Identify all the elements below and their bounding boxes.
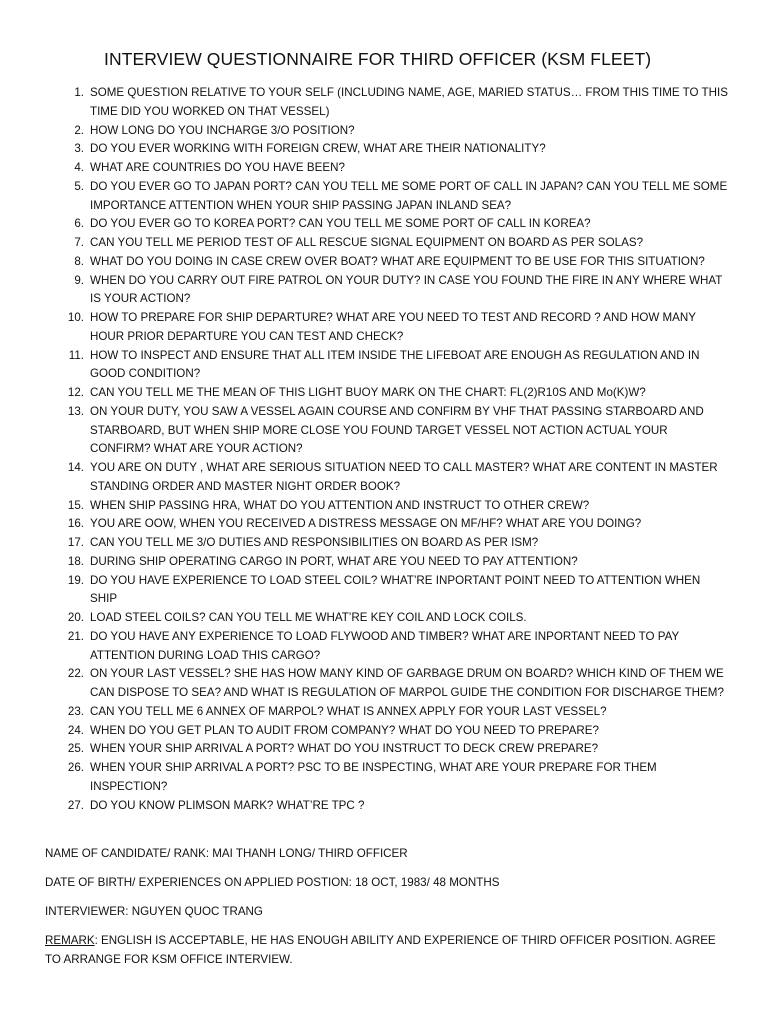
question-item bbox=[60, 515, 728, 534]
question-item bbox=[60, 628, 728, 666]
question-number: 23. bbox=[67, 704, 84, 718]
question-number: 1. bbox=[74, 86, 84, 99]
question-number: 14. bbox=[67, 461, 84, 474]
question-item bbox=[60, 665, 728, 703]
question-number: 15. bbox=[67, 498, 84, 512]
question-item bbox=[60, 253, 728, 272]
question-text: WHEN DO YOU GET PLAN TO AUDIT FROM COMPANY? WHAT DO YOU NEED TO PREPARE? bbox=[90, 723, 599, 737]
question-text: WHEN SHIP PASSING HRA, WHAT DO YOU ATTENTION AND INSTRUCT TO OTHER CREW? bbox=[90, 498, 590, 512]
question-text: WHEN YOUR SHIP ARRIVAL A PORT? PSC TO BE INSPECTING, WHAT ARE YOUR PREPARE FOR THEM INSPECTION? bbox=[90, 761, 657, 793]
question-number: 7. bbox=[74, 236, 84, 249]
question-number: 4. bbox=[74, 161, 84, 174]
question-number: 13. bbox=[67, 404, 84, 418]
question-number: 20. bbox=[67, 611, 84, 624]
question-number: 3. bbox=[74, 142, 84, 156]
question-item bbox=[60, 272, 728, 310]
question-text: DO YOU EVER GO TO JAPAN PORT? CAN YOU TELL ME SOME PORT OF CALL IN JAPAN? CAN YOU TELL ME SOME IMPORTANCE ATTENTION WHEN YOUR SHIP PASSING JAPAN INLAND SEA? bbox=[90, 179, 728, 212]
question-text: CAN YOU TELL ME PERIOD TEST OF ALL RESCUE SIGNAL EQUIPMENT ON BOARD AS PER SOLAS? bbox=[90, 236, 644, 249]
question-item bbox=[60, 797, 728, 816]
question-item bbox=[60, 159, 728, 178]
question-number: 27. bbox=[67, 798, 84, 812]
question-text: CAN YOU TELL ME THE MEAN OF THIS LIGHT BUOY MARK ON THE CHART: FL(2)R10S AND Mo(K)W? bbox=[90, 386, 646, 399]
question-number: 17. bbox=[67, 536, 84, 549]
dob-line: DATE OF BIRTH/ EXPERIENCES ON APPLIED POSTION: 18 OCT, 1983/ 48 MONTHS bbox=[45, 876, 500, 889]
question-number: 9. bbox=[74, 273, 84, 287]
question-text: WHEN DO YOU CARRY OUT FIRE PATROL ON YOUR DUTY? IN CASE YOU FOUND THE FIRE IN ANY WHERE WHAT IS YOUR ACTION? bbox=[90, 273, 723, 306]
question-number: 25. bbox=[67, 742, 84, 756]
question-text: HOW TO INSPECT AND ENSURE THAT ALL ITEM INSIDE THE LIFEBOAT ARE ENOUGH AS REGULATION AND IN GOOD CONDITION? bbox=[90, 348, 700, 381]
question-number: 2. bbox=[74, 123, 84, 137]
question-item bbox=[60, 740, 728, 759]
question-number: 5. bbox=[74, 179, 84, 193]
question-item bbox=[60, 309, 728, 347]
question-item bbox=[60, 459, 728, 497]
question-number: 16. bbox=[67, 517, 84, 531]
question-number: 11. bbox=[68, 348, 84, 362]
question-item bbox=[60, 215, 728, 234]
interview-summary bbox=[45, 844, 725, 979]
question-text: DO YOU HAVE ANY EXPERIENCE TO LOAD FLYWOOD AND TIMBER? WHAT ARE INPORTANT NEED TO PAY ATTENTION DURING LOAD THIS CARGO? bbox=[90, 629, 680, 662]
question-number: 8. bbox=[74, 254, 84, 268]
question-item bbox=[60, 122, 728, 141]
question-item bbox=[60, 140, 728, 159]
question-text: ON YOUR DUTY, YOU SAW A VESSEL AGAIN COURSE AND CONFIRM BY VHF THAT PASSING STARBOARD AND STARBOARD, BUT WHEN SHIP MORE CLOSE YOU FOUND TARGET VESSEL NOT ACTION ACTUAL YOUR CONFIRM? WHAT ARE YOUR ACTION? bbox=[90, 404, 704, 456]
question-item bbox=[60, 347, 728, 385]
question-number: 24. bbox=[67, 723, 84, 737]
question-text: SOME QUESTION RELATIVE TO YOUR SELF (INCLUDING NAME, AGE, MARIED STATUS… FROM THIS TIME TO THIS TIME DID YOU WORKED ON THAT VESSEL) bbox=[90, 86, 728, 118]
remark-line bbox=[45, 931, 725, 969]
question-item bbox=[60, 609, 728, 628]
question-item bbox=[60, 759, 728, 797]
question-text: DO YOU EVER WORKING WITH FOREIGN CREW, WHAT ARE THEIR NATIONALITY? bbox=[90, 142, 546, 156]
question-text: ON YOUR LAST VESSEL? SHE HAS HOW MANY KIND OF GARBAGE DRUM ON BOARD? WHICH KIND OF THEM WE CAN DISPOSE TO SEA? AND WHAT IS REGULATION OF MARPOL GUIDE THE CONDITION FOR DISCHARGE THEM? bbox=[90, 667, 724, 699]
remark-label: REMARK bbox=[45, 934, 95, 947]
question-text: WHAT ARE COUNTRIES DO YOU HAVE BEEN? bbox=[90, 161, 345, 174]
question-text: WHEN YOUR SHIP ARRIVAL A PORT? WHAT DO YOU INSTRUCT TO DECK CREW PREPARE? bbox=[90, 742, 599, 756]
question-text: CAN YOU TELL ME 3/O DUTIES AND RESPONSIBILITIES ON BOARD AS PER ISM? bbox=[90, 536, 539, 549]
remark-text: : ENGLISH IS ACCEPTABLE, HE HAS ENOUGH ABILITY AND EXPERIENCE OF THIRD OFFICER POSITION. AGREE TO ARRANGE FOR KSM OFFICE INTERVIEW. bbox=[45, 934, 716, 966]
question-text: DO YOU KNOW PLIMSON MARK? WHAT’RE TPC ? bbox=[90, 798, 365, 812]
question-number: 26. bbox=[67, 761, 84, 774]
question-text: DO YOU EVER GO TO KOREA PORT? CAN YOU TELL ME SOME PORT OF CALL IN KOREA? bbox=[90, 217, 591, 231]
page-title: INTERVIEW QUESTIONNAIRE FOR THIRD OFFICER (KSM FLEET) bbox=[104, 49, 652, 69]
question-text: LOAD STEEL COILS? CAN YOU TELL ME WHAT’RE KEY COIL AND LOCK COILS. bbox=[90, 611, 527, 624]
question-text: HOW LONG DO YOU INCHARGE 3/O POSITION? bbox=[90, 123, 355, 137]
question-text: YOU ARE ON DUTY , WHAT ARE SERIOUS SITUATION NEED TO CALL MASTER? WHAT ARE CONTENT IN MASTER STANDING ORDER AND MASTER NIGHT ORDER BOOK? bbox=[90, 461, 718, 493]
question-text: DURING SHIP OPERATING CARGO IN PORT, WHAT ARE YOU NEED TO PAY ATTENTION? bbox=[90, 554, 578, 568]
question-text: CAN YOU TELL ME 6 ANNEX OF MARPOL? WHAT IS ANNEX APPLY FOR YOUR LAST VESSEL? bbox=[90, 704, 607, 718]
question-number: 19. bbox=[67, 573, 84, 587]
question-text: YOU ARE OOW, WHEN YOU RECEIVED A DISTRESS MESSAGE ON MF/HF? WHAT ARE YOU DOING? bbox=[90, 517, 642, 531]
question-number: 12. bbox=[67, 386, 84, 399]
question-item bbox=[60, 722, 728, 741]
question-number: 21. bbox=[67, 629, 84, 643]
question-item bbox=[60, 234, 728, 253]
question-text: WHAT DO YOU DOING IN CASE CREW OVER BOAT? WHAT ARE EQUIPMENT TO BE USE FOR THIS SITUATION? bbox=[90, 254, 705, 268]
candidate-line: NAME OF CANDIDATE/ RANK: MAI THANH LONG/ THIRD OFFICER bbox=[45, 847, 408, 860]
question-item bbox=[60, 572, 728, 610]
question-item bbox=[60, 703, 728, 722]
question-text: DO YOU HAVE EXPERIENCE TO LOAD STEEL COIL? WHAT’RE INPORTANT POINT NEED TO ATTENTION WHEN SHIP bbox=[90, 573, 701, 606]
question-item bbox=[60, 84, 728, 122]
question-item bbox=[60, 384, 728, 403]
question-number: 10. bbox=[67, 311, 84, 324]
question-item bbox=[60, 178, 728, 216]
interviewer-line: INTERVIEWER: NGUYEN QUOC TRANG bbox=[45, 905, 263, 918]
question-item bbox=[60, 497, 728, 516]
question-number: 6. bbox=[74, 217, 84, 231]
question-number: 18. bbox=[67, 554, 84, 568]
question-number: 22. bbox=[67, 667, 84, 681]
question-list bbox=[60, 84, 728, 815]
question-item bbox=[60, 553, 728, 572]
question-item bbox=[60, 403, 728, 459]
question-text: HOW TO PREPARE FOR SHIP DEPARTURE? WHAT ARE YOU NEED TO TEST AND RECORD ? AND HOW MANY HOUR PRIOR DEPARTURE YOU CAN TEST AND CHECK? bbox=[90, 311, 696, 343]
question-item bbox=[60, 534, 728, 553]
